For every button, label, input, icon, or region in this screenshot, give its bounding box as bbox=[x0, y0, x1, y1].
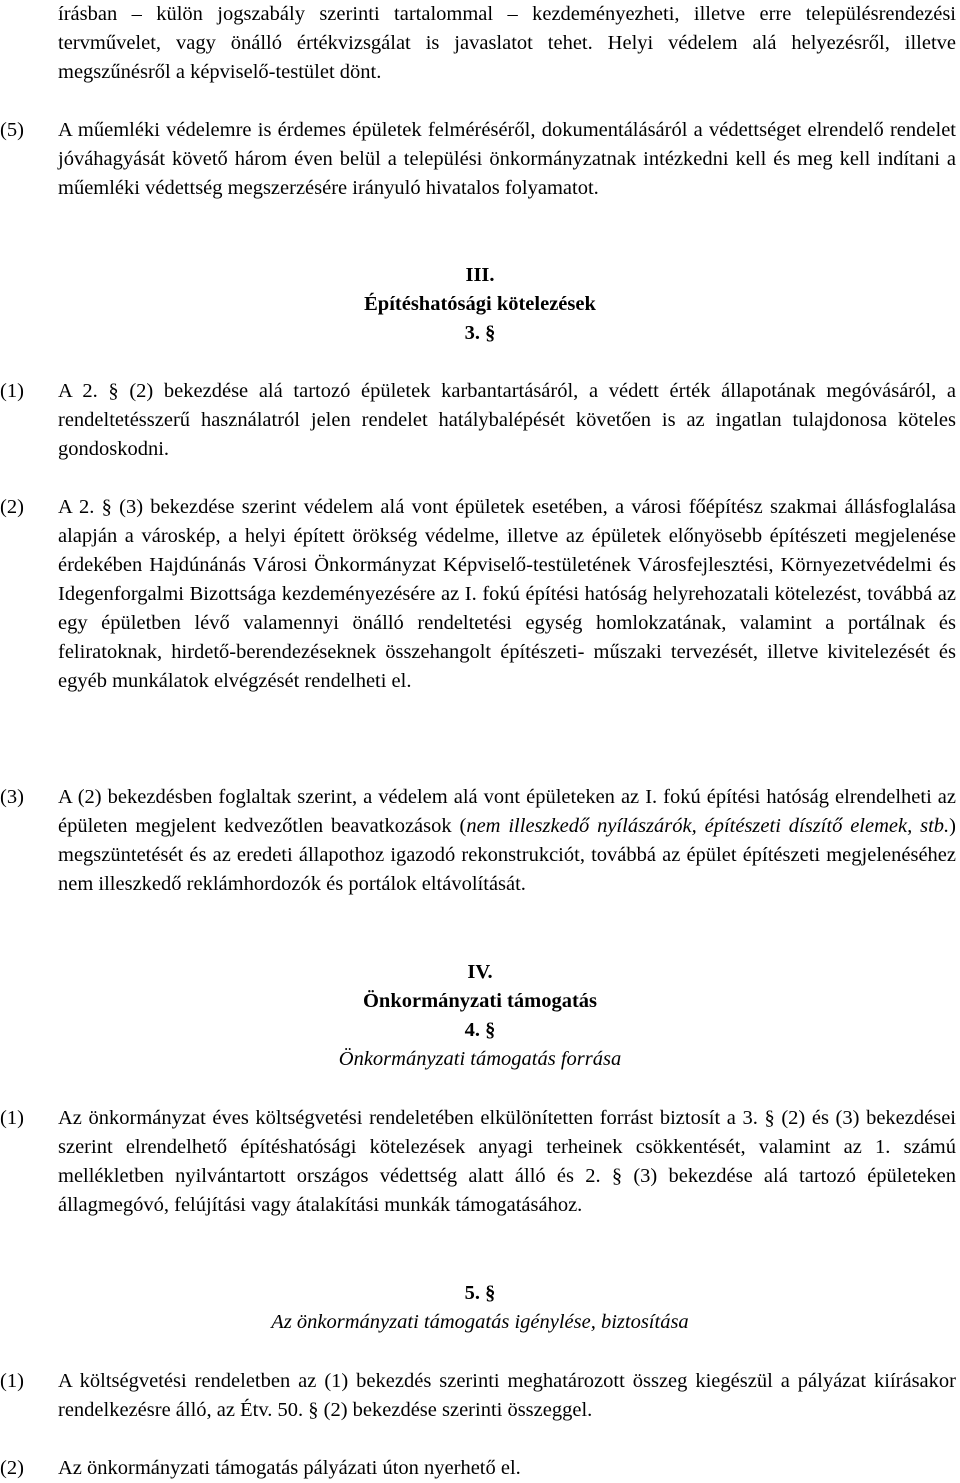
chapter-4-title: Önkormányzati támogatás bbox=[362, 990, 598, 1012]
paragraph-text: Az önkormányzat éves költségvetési rendeletében elkülönítetten forrást biztosít a 3. § (2) és (3) bekezdései szerint elrendelhető építéshatósági kötelezések anyagi terheinek csökkentését, valamint az 1. számú mellékletben nyilvántartott országos védettség alatt álló és 2. § (3) bekezdése alá tartozó épületeken állagmegóvó, felújítási vagy átalakítási munkák támogatásához. bbox=[58, 1107, 956, 1216]
section-5-heading: 5. § bbox=[464, 1282, 496, 1304]
paragraph-text bbox=[58, 783, 956, 899]
paragraph-number: (5) bbox=[0, 119, 24, 141]
paragraph-text: Az önkormányzati támogatás pályázati úton nyerhető el. bbox=[58, 1457, 521, 1479]
italic-examples: nem illeszkedő nyílászárók, építészeti díszítő elemek, stb. bbox=[466, 815, 950, 837]
paragraph-text: A költségvetési rendeletben az (1) bekezdés szerinti meghatározott összeg kiegészül a pályázat kiírásakor rendelkezésre álló, az Étv. 50. § (2) bekezdése szerinti összeggel. bbox=[58, 1370, 956, 1421]
paragraph-text: A 2. § (2) bekezdése alá tartozó épületek karbantartásáról, a védett érték állapotának megóvásáról, a rendeltetésszerű használatról jelen rendelet hatálybalépését követően is az ingatlan tulajdonosa köteles gondoskodni. bbox=[58, 380, 956, 460]
paragraph-text: A műemléki védelemre is érdemes épületek felméréséről, dokumentálásáról a védettséget elrendelő rendelet jóváhagyását követő három éven belül a települési önkormányzatnak intézkedni kell és meg kell indítani a műemléki védettség megszerzésére irányuló hivatalos folyamatot. bbox=[58, 119, 956, 199]
paragraph-text: A 2. § (3) bekezdése szerint védelem alá vont épületek esetében, a városi főépítész szakmai állásfoglalása alapján a városkép, a helyi épített örökség védelme, illetve az épületek előnyösebb építészeti megjelenése érdekében Hajdúnánás Városi Önkormányzat Képviselő-testületének Városfejlesztési, Környezetvédelmi és Idegenforgalmi Bizottsága kezdeményezésére az I. fokú építési hatóság helyrehozatali kötelezést, továbbá az egy épületben lévő valamennyi önálló rendeltetési egység homlokzatának, valamint a portálnak és feliratoknak, hirdető-berendezéseknek összehangolt építészeti- műszaki tervezését, illetve kivitelezését és egyéb munkálatok elvégzését rendelheti el. bbox=[58, 496, 956, 692]
section-3-heading: 3. § bbox=[464, 322, 496, 344]
paragraph-5 bbox=[0, 116, 956, 203]
section-3-paragraph-2 bbox=[0, 493, 956, 696]
intro-paragraph bbox=[0, 0, 956, 87]
section-5-subtitle: Az önkormányzati támogatás igénylése, biztosítása bbox=[271, 1311, 689, 1333]
paragraph-number: (3) bbox=[0, 786, 24, 808]
paragraph-number: (1) bbox=[0, 1107, 24, 1129]
section-5-paragraph-2 bbox=[0, 1454, 956, 1483]
paragraph-number: (2) bbox=[0, 1457, 24, 1479]
chapter-3-roman: III. bbox=[465, 264, 495, 286]
paragraph-number: (1) bbox=[0, 1370, 24, 1392]
text-after-italic: ) megszüntetését és az eredeti állapothoz igazodó rekonstrukciót, továbbá az épület építészeti megjelenéséhez nem illeszkedő reklámhordozók és portálok eltávolítását. bbox=[58, 815, 956, 895]
section-4-subtitle: Önkormányzati támogatás forrása bbox=[338, 1048, 622, 1070]
section-5-paragraph-1 bbox=[0, 1367, 956, 1425]
section-4-paragraph-1 bbox=[0, 1104, 956, 1220]
section-4-heading: 4. § bbox=[464, 1019, 496, 1041]
section-3-paragraph-1 bbox=[0, 377, 956, 464]
chapter-3-title: Építéshatósági kötelezések bbox=[364, 293, 596, 315]
text-before-italic: A (2) bekezdésben foglaltak szerint, a védelem alá vont épületeken az I. fokú építési hatóság elrendelheti az épületen megjelent kedvezőtlen beavatkozások ( bbox=[58, 786, 956, 837]
intro-text: írásban – külön jogszabály szerinti tartalommal – kezdeményezheti, illetve erre településrendezési tervművelet, vagy önálló értékvizsgálat is javaslatot tehet. Helyi védelem alá helyezésről, illetve megszűnésről a képviselő-testület dönt. bbox=[58, 3, 956, 83]
paragraph-number: (2) bbox=[0, 496, 24, 518]
section-3-paragraph-3 bbox=[0, 783, 956, 899]
chapter-4-roman: IV. bbox=[467, 961, 493, 983]
paragraph-number: (1) bbox=[0, 380, 24, 402]
